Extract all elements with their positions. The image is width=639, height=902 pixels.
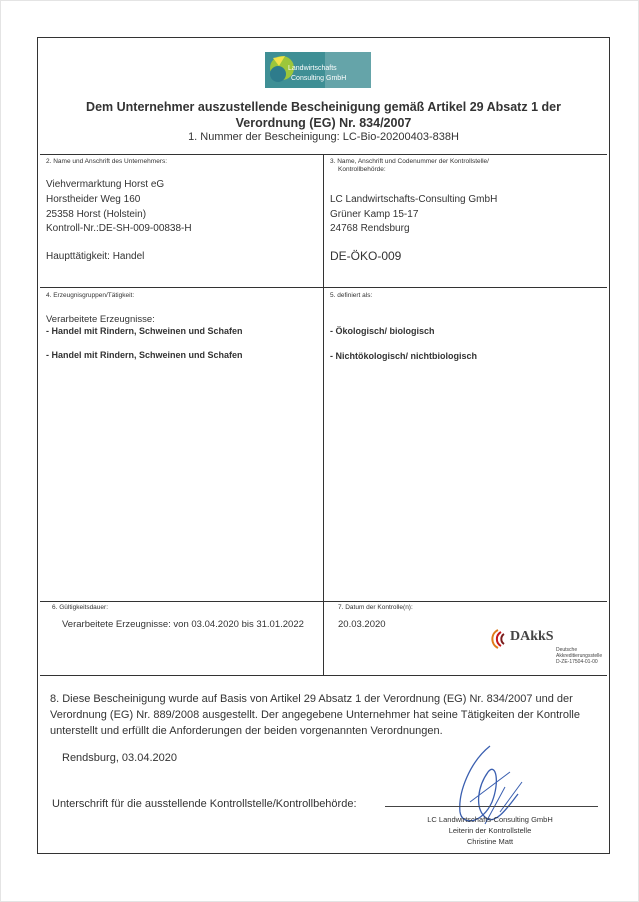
signer-name: Christine Matt bbox=[466, 837, 514, 846]
company-name: Viehvermarktung Horst eG bbox=[46, 179, 165, 190]
activity-item-1: - Handel mit Rindern, Schweinen und Schafen bbox=[46, 326, 243, 336]
document-title bbox=[40, 99, 607, 131]
authority-city: 24768 Rendsburg bbox=[330, 223, 410, 234]
activity-item-2: - Handel mit Rindern, Schweinen und Schafen bbox=[46, 350, 243, 360]
definition-item-2: - Nichtökologisch/ nichtbiologisch bbox=[330, 351, 478, 361]
main-activity: Haupttätigkeit: Handel bbox=[46, 251, 145, 262]
signer-company: LC Landwirtschafts-Consulting GmbH bbox=[427, 815, 553, 824]
dakks-line1: Deutsche bbox=[556, 647, 578, 653]
logo-text-line1: Landwirtschafts bbox=[288, 65, 337, 72]
title-line1: Dem Unternehmer auszustellende Bescheinigung gemäß Artikel 29 Absatz 1 der bbox=[86, 100, 561, 114]
certification-statement: 8. Diese Bescheinigung wurde auf Basis von Artikel 29 Absatz 1 der Verordnung (EG) Nr. 834/2007 und der Verordnung (EG) Nr. 889/2008 ausgestellt. Der angegebene Unternehmer hat seine Tätigkeiten der Kontrolle unterstellt und erfüllt die Anforderungen der beiden vorgenannten Verordnungen. bbox=[50, 693, 580, 737]
box6-label: 6. Gültigkeitsdauer: bbox=[52, 604, 109, 611]
authority-code: DE-ÖKO-009 bbox=[330, 249, 402, 263]
dakks-line2: Akkreditierungsstelle bbox=[556, 653, 603, 659]
signature-line bbox=[385, 806, 598, 807]
signature-label: Unterschrift für die ausstellende Kontrollstelle/Kontrollbehörde: bbox=[52, 798, 357, 810]
box3-label-line2: Kontrollbehörde: bbox=[338, 166, 386, 173]
box4-label: 4. Erzeugnisgruppen/Tätigkeit: bbox=[46, 292, 135, 299]
company-street: Horstheider Weg 160 bbox=[46, 194, 141, 205]
company-city: 25358 Horst (Holstein) bbox=[46, 209, 147, 220]
box2-label: 2. Name und Anschrift des Unternehmers: bbox=[46, 158, 168, 165]
logo-text-line2: Consulting GmbH bbox=[291, 75, 347, 82]
grid-line bbox=[323, 154, 324, 675]
authority-street: Grüner Kamp 15-17 bbox=[330, 209, 419, 220]
definition-item-1: - Ökologisch/ biologisch bbox=[330, 326, 435, 336]
validity-period: Verarbeitete Erzeugnisse: von 03.04.2020 bis 31.01.2022 bbox=[62, 619, 304, 630]
grid-line bbox=[40, 675, 607, 676]
control-number: Kontroll-Nr.:DE-SH-009-00838-H bbox=[46, 223, 192, 234]
place-date: Rendsburg, 03.04.2020 bbox=[62, 752, 177, 764]
certificate-number: 1. Nummer der Bescheinigung: LC-Bio-20200403-838H bbox=[188, 131, 459, 143]
products-heading: Verarbeitete Erzeugnisse: bbox=[46, 314, 155, 325]
inspection-date: 20.03.2020 bbox=[338, 619, 386, 630]
box3-label-line1: 3. Name, Anschrift und Codenummer der Kontrollstelle/ bbox=[330, 158, 489, 165]
box7-label: 7. Datum der Kontrolle(n): bbox=[338, 604, 413, 611]
dakks-line3: D-ZE-17504-01-00 bbox=[556, 659, 598, 665]
signer-role: Leiterin der Kontrollstelle bbox=[448, 826, 532, 835]
box5-label: 5. definiert als: bbox=[330, 292, 373, 299]
dakks-emblem bbox=[486, 628, 508, 650]
authority-name: LC Landwirtschafts-Consulting GmbH bbox=[330, 194, 498, 205]
dakks-name: DAkkS bbox=[510, 629, 554, 644]
title-line2: Verordnung (EG) Nr. 834/2007 bbox=[235, 116, 412, 130]
